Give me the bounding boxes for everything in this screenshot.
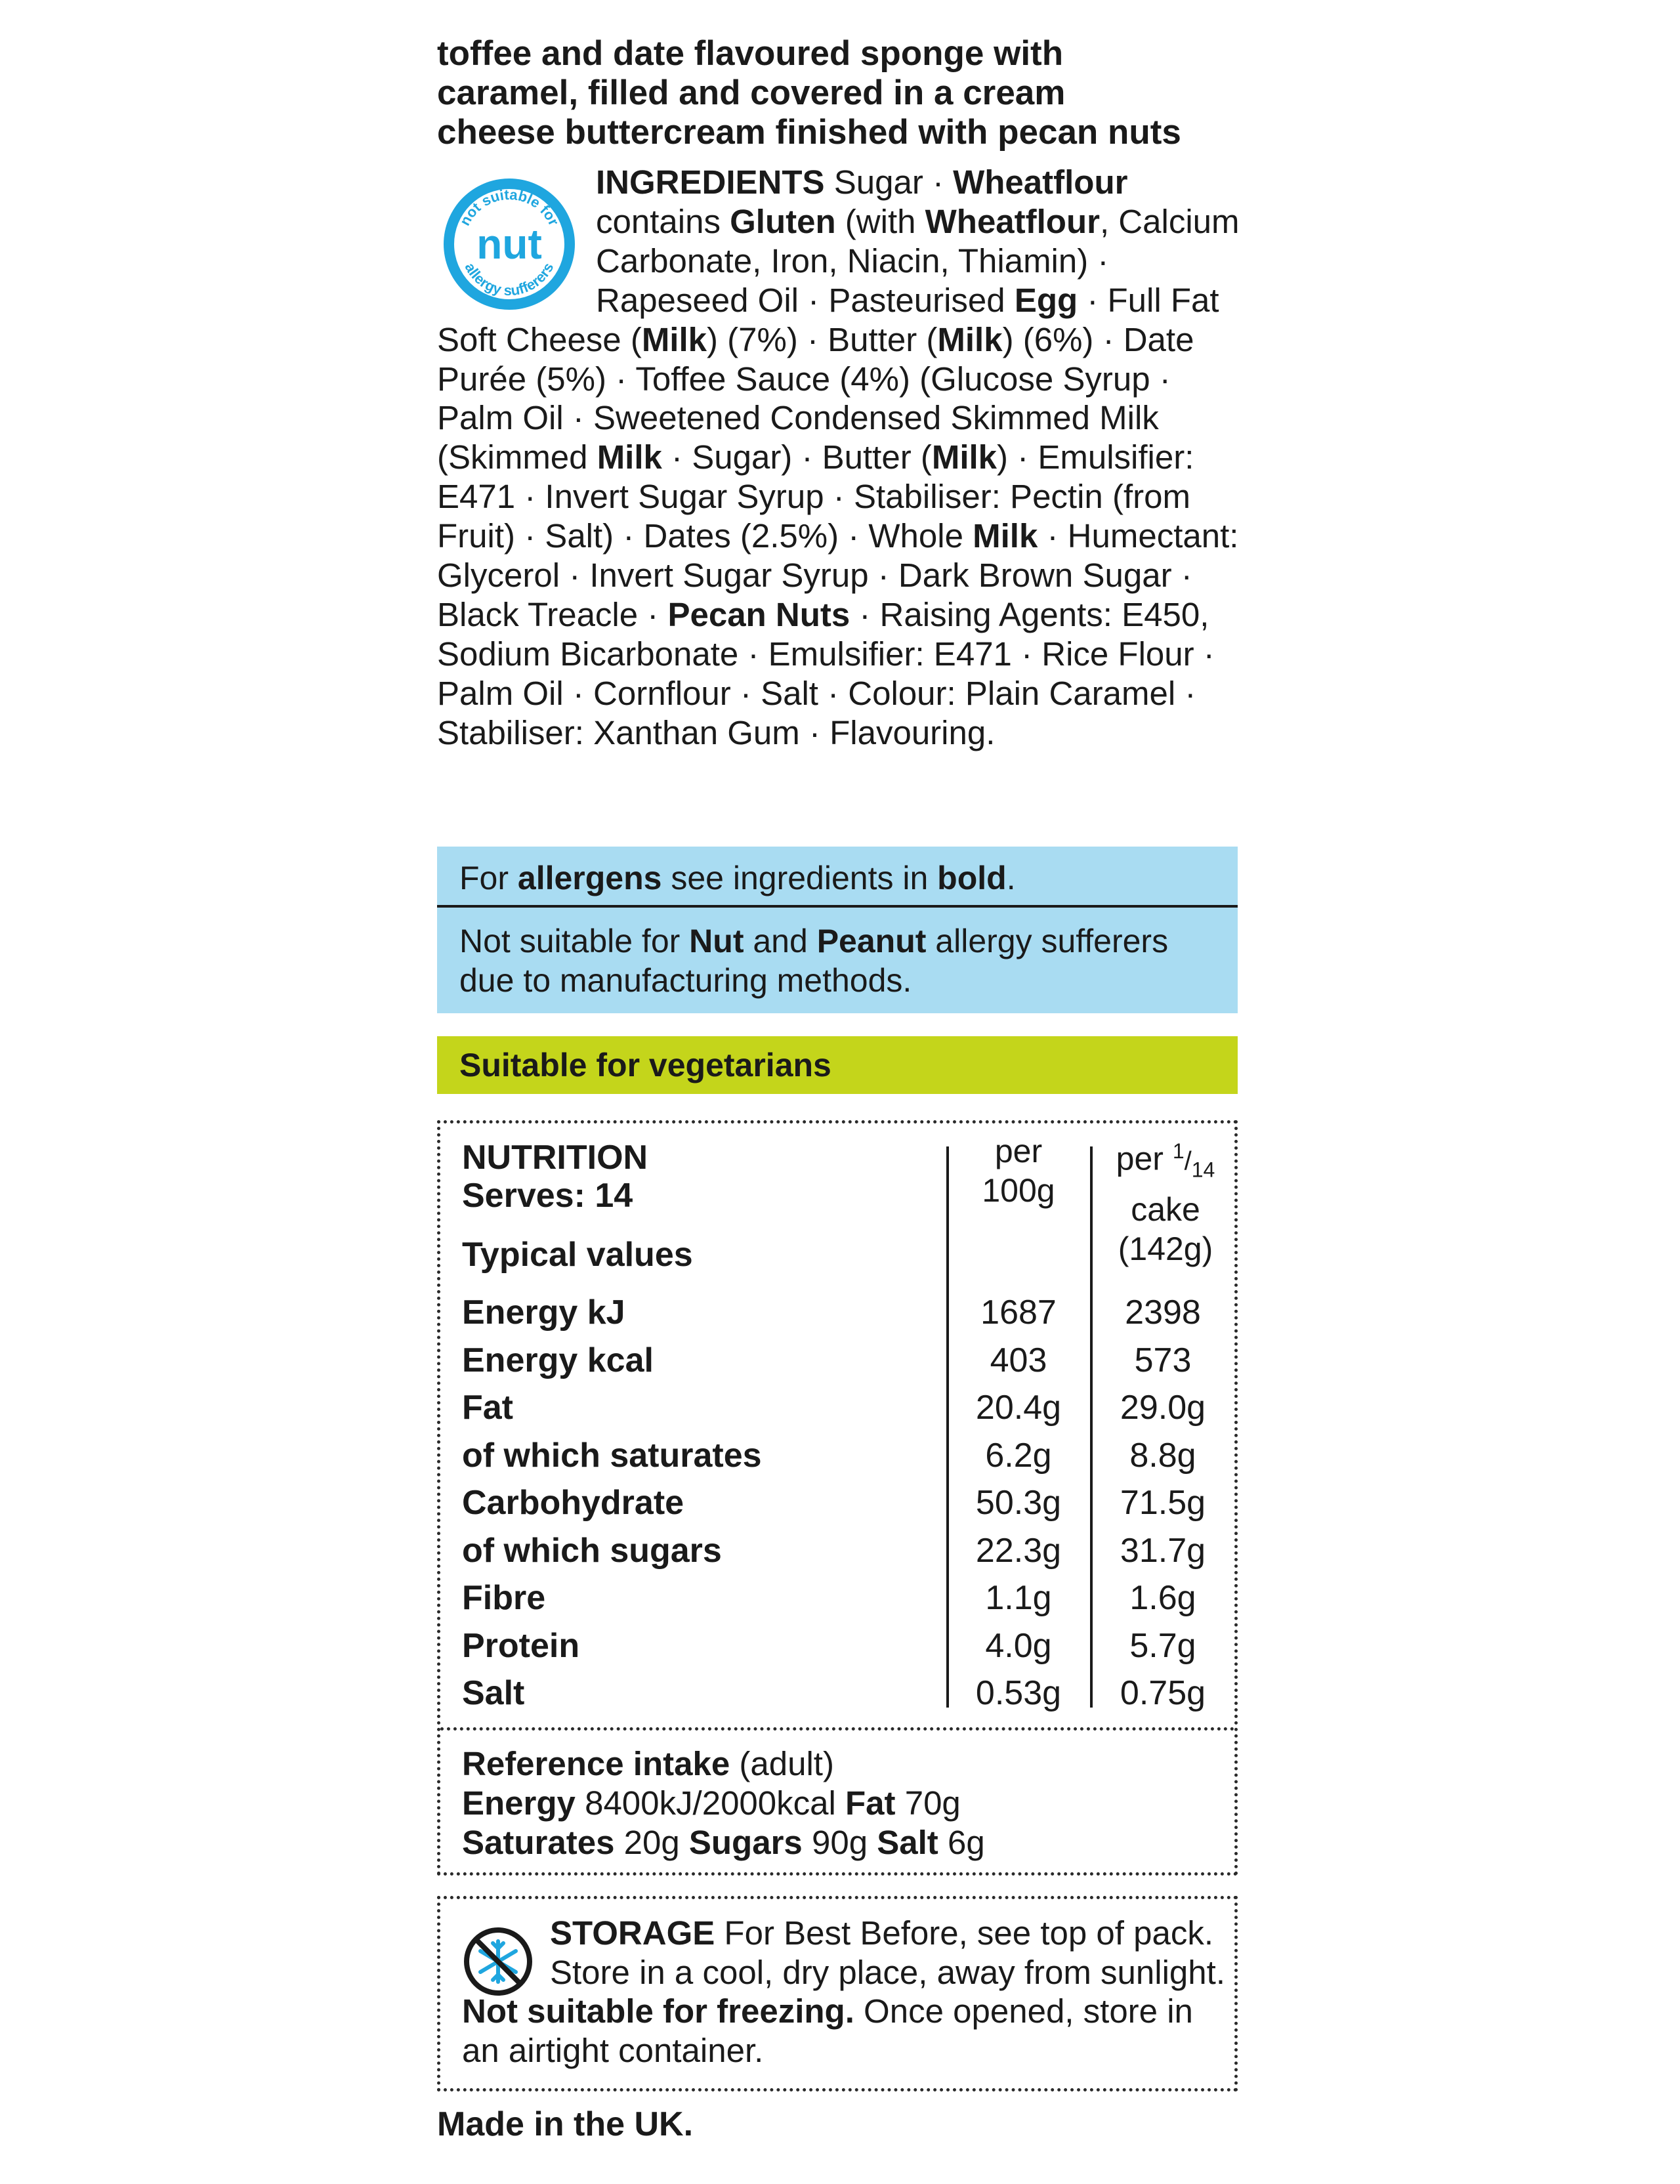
col-header-per-serving: [1097, 1131, 1234, 1269]
nutrient-name: Carbohydrate: [462, 1484, 684, 1522]
ingredient-text: · Raising Agents: E450, Sodium Bicarbonate · Emulsifier: E471 · Rice Flour · Palm Oil · Cornflour · Salt · Colour: Plain Caramel · Stabiliser: Xanthan Gum · Flavouring.: [437, 595, 1215, 751]
storage-panel: [437, 1896, 1238, 2091]
allergen-bold: allergens: [517, 860, 662, 896]
ingredient-bold: Milk: [931, 438, 998, 476]
value-per-serving: 71.5g: [1120, 1484, 1206, 1522]
col-header-per-100g: [953, 1131, 1084, 1210]
reference-bold: Salt: [877, 1824, 938, 1861]
ingredient-text: ) (7%) · Butter (: [707, 320, 938, 358]
ingredient-text: , Calcium Carbonate, Iron, Niacin, Thiamin) · Rapeseed Oil · Pasteurised: [596, 202, 1240, 319]
value-per-serving: 2398: [1125, 1293, 1201, 1332]
nutrition-heading: NUTRITION: [462, 1139, 648, 1177]
ingredient-bold: Wheatflour: [925, 202, 1100, 240]
allergen-text: see ingredients in: [662, 860, 938, 896]
reference-text: 20g: [614, 1824, 689, 1861]
value-per-100g: 0.53g: [975, 1674, 1062, 1712]
description-line: toffee and date flavoured sponge with: [437, 34, 1064, 73]
fraction-numerator: 1: [1172, 1139, 1185, 1163]
ingredient-bold: Milk: [597, 438, 662, 476]
nutrition-row: [462, 1531, 1236, 1578]
allergen-text: .: [1006, 860, 1016, 896]
value-per-serving: 29.0g: [1120, 1389, 1206, 1427]
reference-line: [462, 1823, 1217, 1862]
badge-arc-bottom: allergy sufferers: [461, 260, 557, 299]
allergen-bold: bold: [937, 860, 1007, 896]
nutrition-row: [462, 1578, 1236, 1626]
col-header-line: per $^1/_{14}$: [1116, 1139, 1215, 1182]
reference-bold: Energy: [462, 1784, 576, 1822]
nutrition-row: [462, 1341, 1236, 1388]
col-header-line: (142g): [1118, 1230, 1213, 1267]
badge-center-text: nut: [476, 220, 542, 268]
storage-bold: Not suitable for freezing.: [462, 1992, 854, 2030]
value-per-100g: 1687: [980, 1293, 1057, 1332]
value-per-serving: 1.6g: [1129, 1579, 1196, 1617]
value-per-100g: 50.3g: [975, 1484, 1062, 1522]
allergen-text: and: [744, 923, 817, 959]
storage-text: Once opened, store in an airtight container.: [462, 1992, 1193, 2069]
dashed-divider: [440, 1727, 1234, 1731]
col-header-prefix: per: [1116, 1140, 1173, 1177]
nutrition-row: [462, 1673, 1236, 1721]
reference-text: (adult): [730, 1745, 834, 1782]
reference-intake: [462, 1744, 1217, 1862]
value-per-serving: 0.75g: [1120, 1674, 1206, 1712]
reference-bold: Reference intake: [462, 1745, 730, 1782]
badge-arc-top: not suitable for: [456, 186, 562, 228]
ingredients-section: [437, 163, 1242, 753]
ingredient-text: Sugar ·: [824, 163, 954, 201]
ingredient-bold: Gluten: [730, 202, 836, 240]
storage-body: [462, 1914, 1225, 2069]
nutrition-row: [462, 1626, 1236, 1673]
nutrient-name: Energy kcal: [462, 1341, 654, 1379]
reference-bold: Saturates: [462, 1824, 615, 1861]
serves-label: Serves: [462, 1177, 574, 1215]
vegetarian-label: Suitable for vegetarians: [459, 1047, 831, 1083]
value-per-100g: 403: [990, 1341, 1047, 1379]
origin-label: Made in the UK.: [437, 2105, 694, 2143]
nutrient-name: Salt: [462, 1674, 525, 1712]
divider: [437, 905, 1238, 908]
value-per-100g: 6.2g: [985, 1436, 1052, 1475]
nutrient-name: of which sugars: [462, 1531, 722, 1570]
ingredient-text: ) (6%) · Date Purée (5%) · Toffee Sauce (4%) (Glucose Syrup · Palm Oil · Sweetened Condensed Skimmed Milk (Skimmed: [437, 320, 1194, 476]
product-description: [437, 34, 1251, 152]
reference-text: 70g: [895, 1784, 961, 1822]
nutrient-name: Fat: [462, 1389, 513, 1427]
allergen-text: For: [459, 860, 518, 896]
storage-text: For Best Before, see top of pack. Store in a cool, dry place, away from sunlight.: [550, 1914, 1225, 1991]
nut-warning: [459, 921, 1214, 1000]
allergen-info-box: [437, 847, 1238, 1013]
nutrition-row: [462, 1293, 1236, 1340]
ingredient-bold: Wheatflour: [953, 163, 1128, 201]
value-per-serving: 5.7g: [1129, 1626, 1196, 1665]
nut-warning-badge-icon: [437, 167, 581, 318]
col-header-line: per: [994, 1133, 1043, 1169]
allergen-text: Not suitable for: [459, 923, 690, 959]
fraction-denominator: 14: [1191, 1158, 1215, 1182]
value-per-serving: 31.7g: [1120, 1531, 1206, 1570]
value-per-100g: 20.4g: [975, 1389, 1062, 1427]
value-per-serving: 573: [1134, 1341, 1192, 1379]
col-header-line: 100g: [982, 1172, 1055, 1209]
serves-info: [462, 1176, 633, 1215]
value-per-100g: 1.1g: [985, 1579, 1052, 1617]
reference-line: [462, 1784, 1217, 1823]
nutrition-row: [462, 1388, 1236, 1435]
col-header-line: cake: [1131, 1190, 1200, 1228]
ingredient-text: ) · Emulsifier: E471 · Invert Sugar Syrup · Stabiliser: Pectin (from Fruit) · Salt) · Dates (2.5%) · Whole: [437, 438, 1194, 555]
reference-line: [462, 1744, 1217, 1784]
reference-text: 90g: [802, 1824, 877, 1861]
allergen-bold: Peanut: [816, 923, 927, 959]
ingredient-text: · Full Fat Soft Cheese (: [437, 281, 1219, 358]
allergen-bold: Nut: [689, 923, 744, 959]
ingredient-text: (with: [835, 202, 925, 240]
ingredient-text: · Humectant: Glycerol · Invert Sugar Syrup · Dark Brown Sugar · Black Treacle ·: [437, 517, 1239, 633]
ingredient-text: · Sugar) · Butter (: [662, 438, 932, 476]
ingredients-heading: INGREDIENTS: [596, 163, 825, 201]
nutrient-name: of which saturates: [462, 1436, 762, 1475]
reference-text: 8400kJ/2000kcal: [575, 1784, 846, 1822]
ingredient-bold: Milk: [973, 517, 1038, 555]
reference-bold: Sugars: [688, 1824, 803, 1861]
ingredient-bold: Pecan Nuts: [667, 595, 850, 633]
storage-bold: STORAGE: [550, 1914, 715, 1952]
vegetarian-banner: [437, 1036, 1238, 1094]
nutrition-row: [462, 1436, 1236, 1483]
value-per-100g: 4.0g: [985, 1626, 1052, 1665]
nutrient-name: Protein: [462, 1626, 580, 1665]
storage-text: [462, 1914, 1230, 2070]
ingredient-text: contains: [596, 202, 730, 240]
reference-text: 6g: [938, 1824, 985, 1861]
nutrition-panel: [437, 1120, 1238, 1876]
reference-bold: Fat: [845, 1784, 896, 1822]
allergen-text: allergy sufferers due to manufacturing methods.: [459, 923, 1169, 999]
description-line: caramel, filled and covered in a cream: [437, 74, 1066, 112]
ingredient-bold: Milk: [641, 320, 707, 358]
value-per-100g: 22.3g: [975, 1531, 1062, 1570]
nutrient-name: Energy kJ: [462, 1293, 625, 1332]
typical-values-label: Typical values: [462, 1236, 693, 1274]
description-line: cheese buttercream finished with pecan nuts: [437, 113, 1181, 152]
nutrition-row: [462, 1483, 1236, 1530]
ingredient-bold: Milk: [937, 320, 1003, 358]
ingredient-bold: Egg: [1014, 281, 1078, 319]
serves-value: : 14: [574, 1177, 633, 1215]
nutrient-name: Fibre: [462, 1579, 546, 1617]
allergen-note: [459, 858, 1016, 898]
value-per-serving: 8.8g: [1129, 1436, 1196, 1475]
